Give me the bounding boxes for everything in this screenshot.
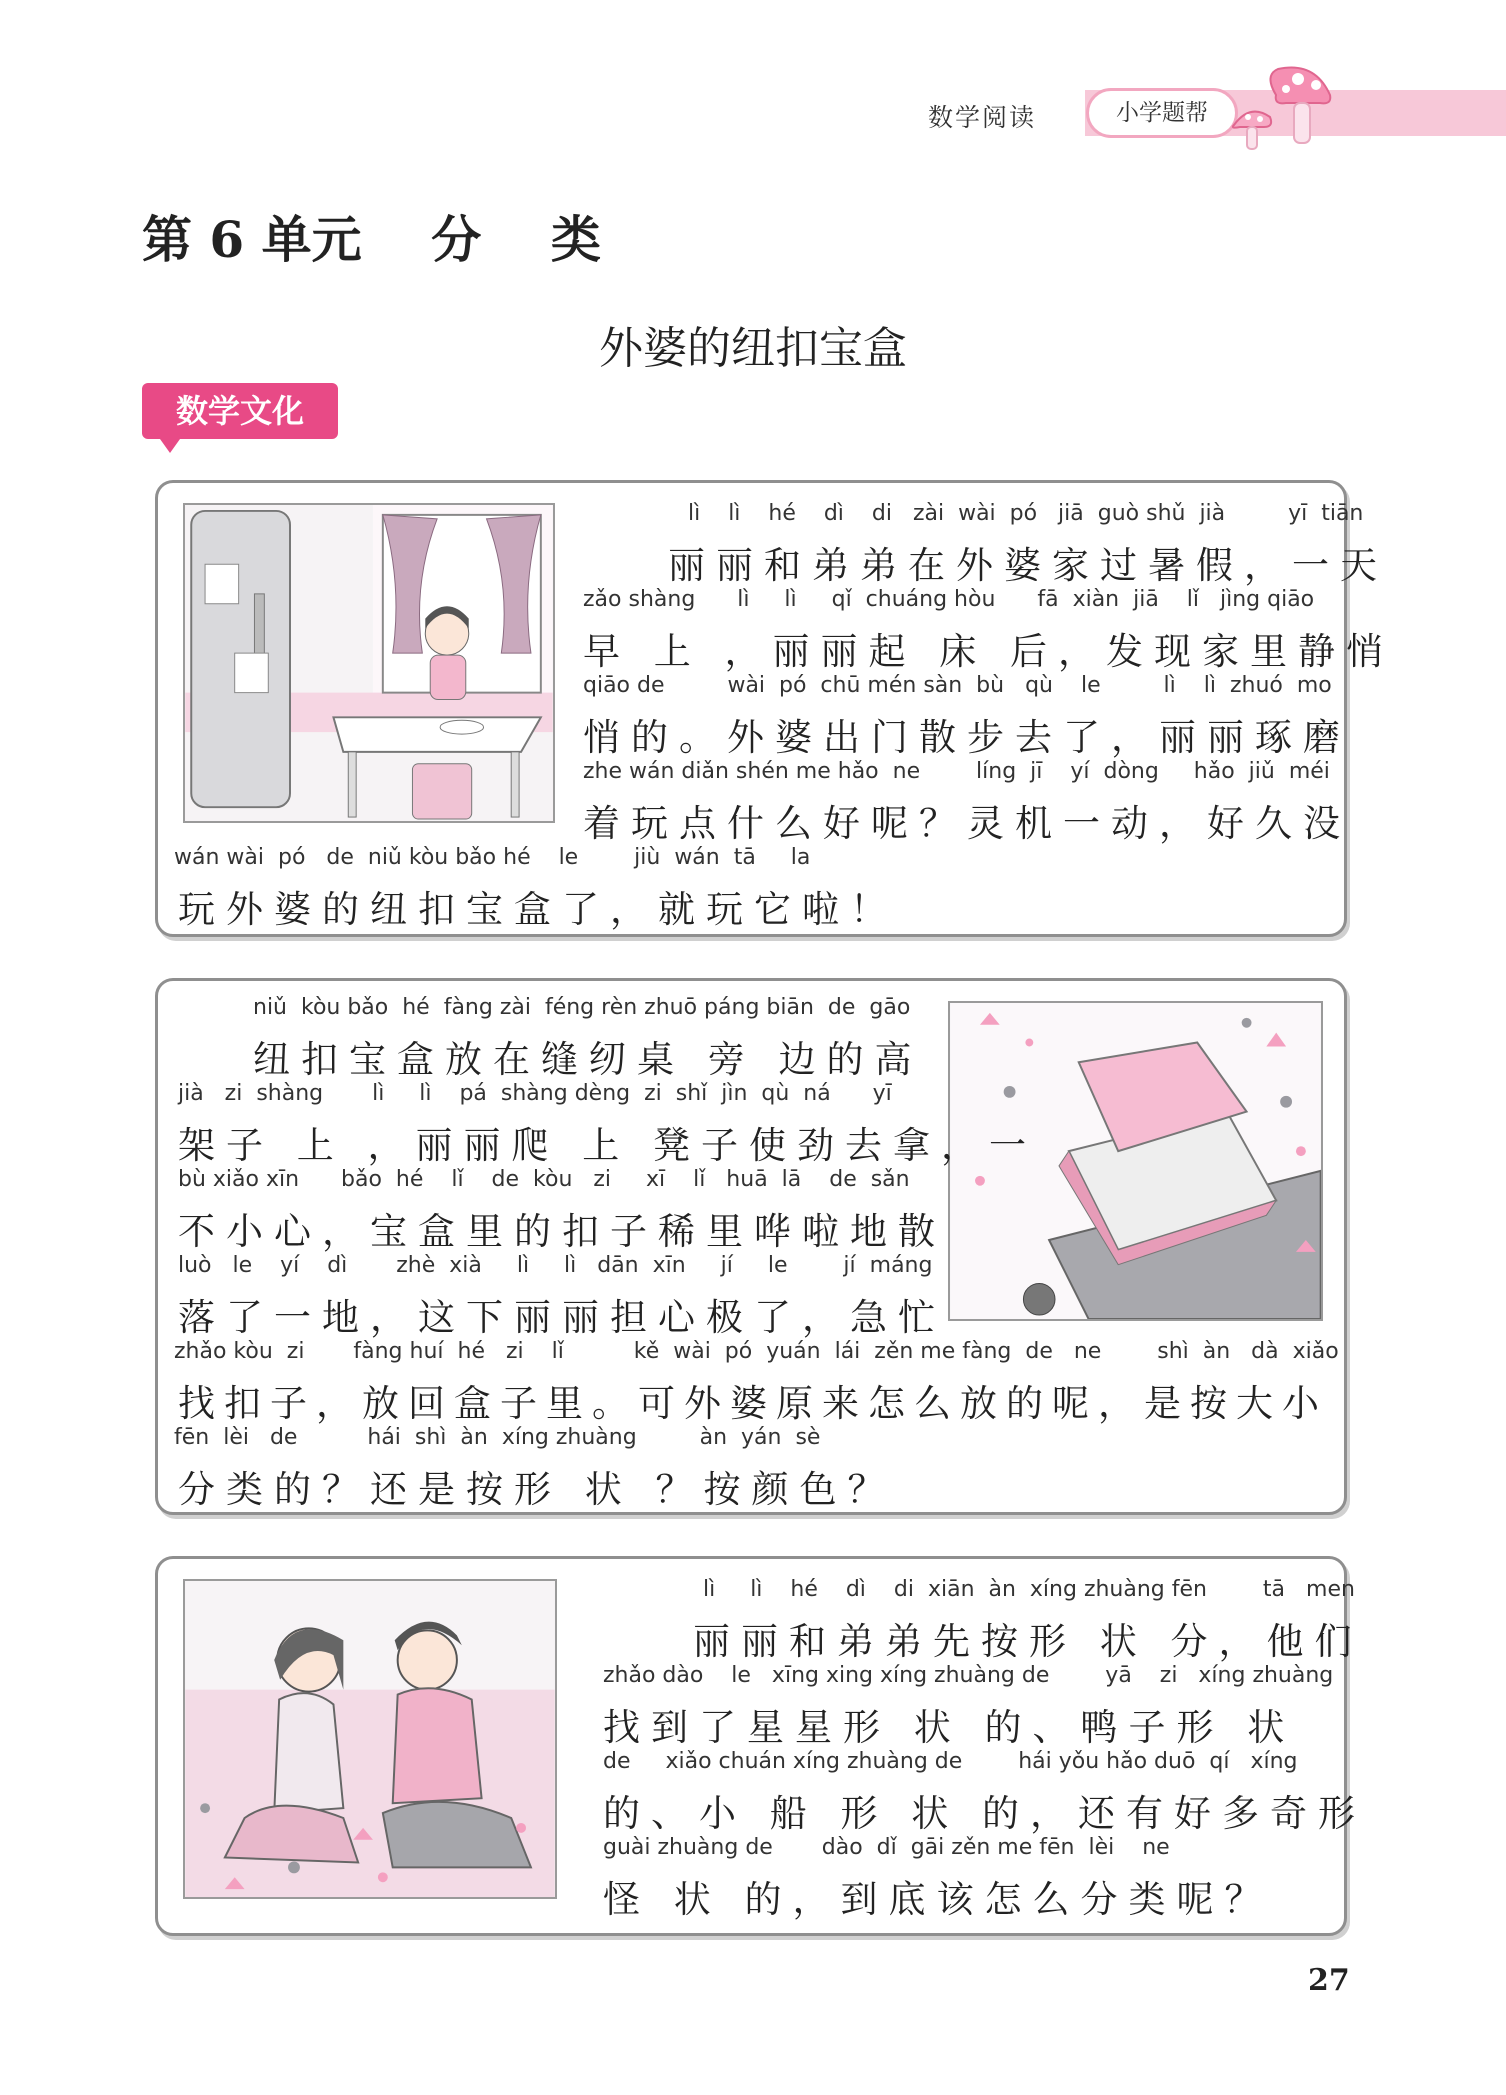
story-panel-2 (155, 978, 1347, 1515)
text-line: 纽扣宝盒放在缝纫桌 旁 边的高 (253, 1038, 923, 1081)
pinyin-line: wán wài pó de niǔ kòu bǎo hé le jiù wán tā la (174, 845, 811, 870)
mushroom-icon (1220, 55, 1340, 155)
text-line: 着玩点什么好呢？灵机一动，好久没 (583, 802, 1351, 845)
text-line: 不小心，宝盒里的扣子稀里哗啦地散 (178, 1210, 946, 1253)
brand-badge: 小学题帮 (1086, 88, 1238, 138)
text-line: 架子 上 ，丽丽爬 上 凳子使劲去拿，一 (178, 1124, 1038, 1167)
pinyin-line: luò le yí dì zhè xià lì lì dān xīn jí le jí máng (178, 1253, 933, 1278)
text-line: 丽丽和弟弟在外婆家过暑假，一天 (668, 544, 1388, 587)
kitchen-illustration (183, 503, 555, 823)
pinyin-line: jià zi shàng lì lì pá shàng dèng zi shǐ jìn qù ná yī (178, 1081, 892, 1106)
pinyin-line: qiāo de wài pó chū mén sàn bù qù le lì lì zhuó mo (583, 673, 1332, 698)
story-panel-1 (155, 480, 1395, 937)
text-line: 丽丽和弟弟先按形 状 分，他们 (693, 1620, 1363, 1663)
unit-title: 第 6 单元 分 类 (142, 210, 601, 269)
text-line: 找扣子，放回盒子里。可外婆原来怎么放的呢，是按大小 (178, 1382, 1328, 1425)
section-tag: 数学文化 (142, 383, 338, 439)
pinyin-line: lì lì hé dì di zài wài pó jiā guò shǔ jià yī tiān (688, 501, 1364, 526)
text-line: 找到了星星形 状 的、鸭子形 状 (603, 1706, 1296, 1749)
text-line: 悄的。外婆出门散步去了，丽丽琢磨 (583, 716, 1351, 759)
pinyin-line: fēn lèi de hái shì àn xíng zhuàng àn yán sè (174, 1425, 821, 1450)
pinyin-line: zhǎo kòu zi fàng huí hé zi lǐ kě wài pó yuán lái zěn me fàng de ne shì àn dà xiǎo (174, 1339, 1339, 1364)
text-line: 早 上 ，丽丽起 床 后，发现家里静悄 (583, 630, 1395, 673)
text-line: 落了一地，这下丽丽担心极了，急忙 (178, 1296, 946, 1339)
book-title: 数学阅读 (928, 103, 1037, 132)
pinyin-line: bù xiǎo xīn bǎo hé lǐ de kòu zi xī lǐ huā lā de sǎn (178, 1167, 910, 1192)
text-line: 怪 状 的，到底该怎么分类呢？ (603, 1878, 1273, 1921)
text-line: 玩外婆的纽扣宝盒了，就玩它啦！ (178, 888, 898, 931)
pinyin-line: zǎo shàng lì lì qǐ chuáng hòu fā xiàn jiā lǐ jìng qiāo (583, 587, 1315, 612)
pinyin-line: zhe wán diǎn shén me hǎo ne líng jī yí dòng hǎo jiǔ méi (583, 759, 1330, 784)
story-panel-3 (155, 1556, 1367, 1936)
pinyin-line: guài zhuàng de dào dǐ gāi zěn me fēn lèi ne (603, 1835, 1170, 1860)
children-sorting-illustration (183, 1579, 557, 1899)
page-number: 27 (1308, 1963, 1350, 1998)
pinyin-line: zhǎo dào le xīng xing xíng zhuàng de yā zi xíng zhuàng (603, 1663, 1334, 1688)
text-line: 分类的？还是按形 状 ？按颜色？ (178, 1468, 896, 1511)
pinyin-line: de xiǎo chuán xíng zhuàng de hái yǒu hǎo duō qí xíng (603, 1749, 1298, 1774)
text-line: 的、小 船 形 状 的，还有好多奇形 (603, 1792, 1367, 1835)
pinyin-line: lì lì hé dì di xiān àn xíng zhuàng fēn tā men (703, 1577, 1355, 1602)
pinyin-line: niǔ kòu bǎo hé fàng zài féng rèn zhuō páng biān de gāo (253, 995, 911, 1020)
story-title: 外婆的纽扣宝盒 (599, 323, 907, 374)
